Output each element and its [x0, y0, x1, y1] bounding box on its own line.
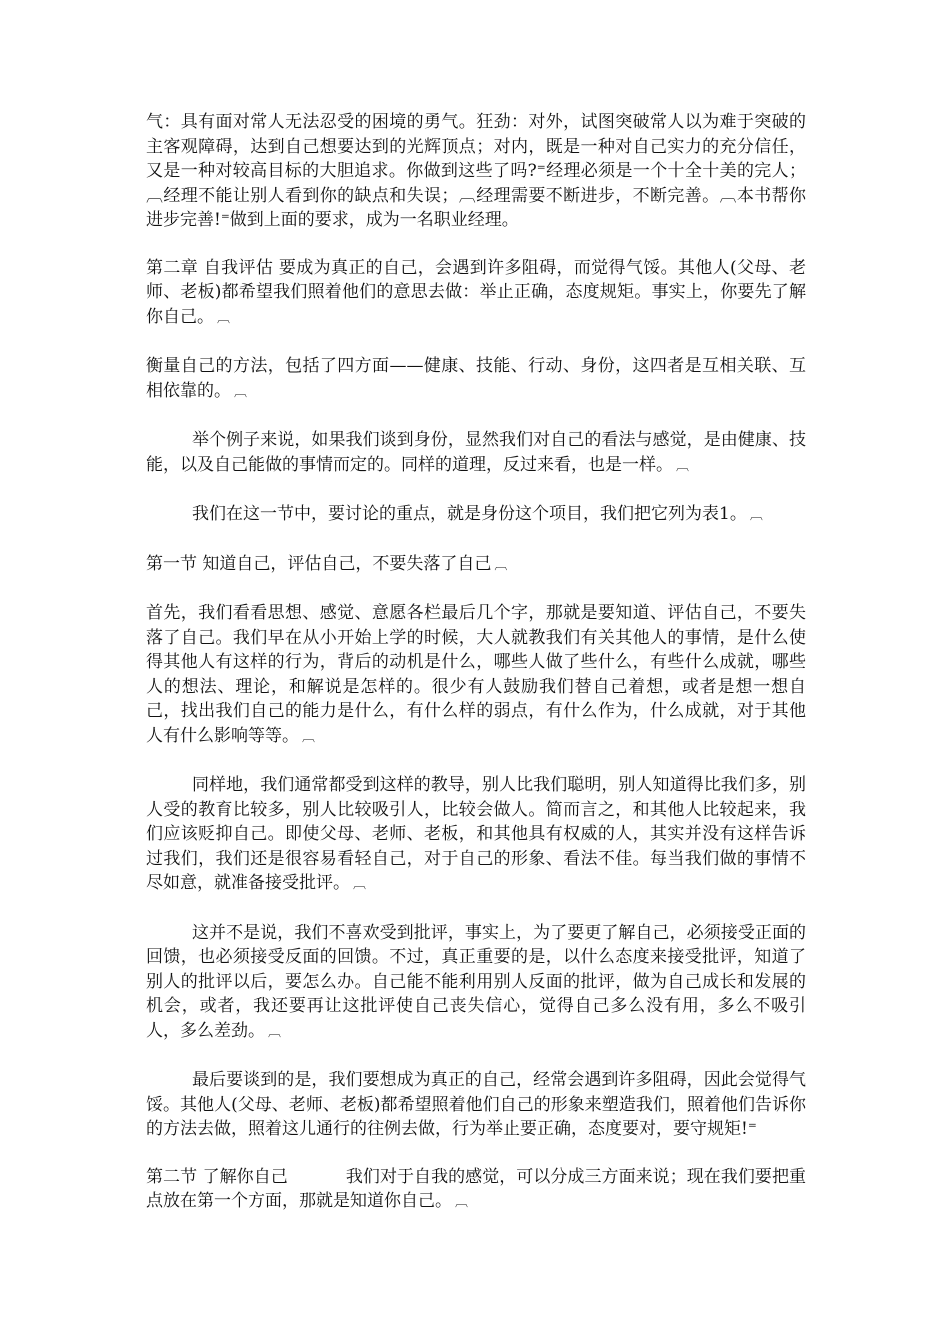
section-1-heading: 第一节 知道自己，评估自己，不要失落了自己 ︹ — [146, 553, 508, 574]
paragraph-mark: ︹ — [353, 877, 367, 892]
paragraph-chapter-2: 第二章 自我评估 要成为真正的自己，会遇到许多阻碍，而觉得气馁。其他人(父母、老师、老板)都希望我们照着他们的意思去做：举止正确，态度规矩。事实上，你要先了解你自己。 ︹ — [146, 257, 806, 327]
paragraph-measure: 衡量自己的方法，包括了四方面——健康、技能、行动、身份，这四者是互相关联、互相依靠的。 ︹ — [146, 356, 806, 401]
section-2-paragraph: 第二节 了解你自己 我们对于自我的感觉，可以分成三方面来说；现在我们要把重点放在第一个方面，那就是知道你自己。 ︹ — [146, 1166, 807, 1211]
paragraph-table-ref: 我们在这一节中，要讨论的重点，就是身份这个项目，我们把它列为表1。 ︹ — [192, 504, 763, 524]
paragraph-mark: ︹ — [234, 384, 248, 400]
paragraph-first: 首先，我们看看思想、感觉、意愿各栏最后几个字，那就是要知道、评估自己，不要失落了自己。我们早在从小开始上学的时候，大人就教我们有关其他人的事情，是什么使得其他人有这样的行为，背后的动机是什么，哪些人做了些什么，有些什么成就，哪些人的想法、理论，和解说是怎样的。很少有人鼓励我们替自己着想，或者是想一想自己，找出我们自己的能力是什么，有什么样的弱点，有什么作为，什么成就，对于其他人有什么影响等等。 ︹ — [146, 603, 806, 746]
paragraph-intro: 气：具有面对常人无法忍受的困境的勇气。狂劲：对外，试图突破常人以为难于突破的主客观障碍，达到自己想要达到的光辉顶点；对内，既是一种对自己实力的充分信任，又是一种对较高目标的大胆追求。你做到这些了吗?⁼经理必须是一个十全十美的完人；︹经理不能让别人看到你的缺点和失误；︹经理需要不断进步，不断完善。︹本书帮你进步完善!⁼做到上面的要求，成为一名职业经理。 — [146, 112, 806, 230]
paragraph-criticism: 这并不是说，我们不喜欢受到批评，事实上，为了要更了解自己，必须接受正面的回馈，也必须接受反面的回馈。不过，真正重要的是，以什么态度来接受批评，知道了别人的批评以后，要怎么办。自己能不能利用别人反面的批评，做为自己成长和发展的机会，或者，我还要再让这批评使自己丧失信心，觉得自己多么没有用，多么不吸引人，多么差劲。 ︹ — [146, 922, 806, 1041]
section-2-heading: 第二节 了解你自己 — [146, 1166, 288, 1187]
paragraph-mark: ︹ — [302, 729, 316, 745]
paragraph-mark: ︹ — [749, 508, 763, 523]
paragraph-example: 举个例子来说，如果我们谈到身份，显然我们对自己的看法与感觉，是由健康、技能，以及自己能做的事情而定的。同样的道理，反过来看，也是一样。 ︹ — [146, 430, 806, 475]
paragraph-finally: 最后要谈到的是，我们要想成为真正的自己，经常会遇到许多阻碍，因此会觉得气馁。其他人(父母、老师、老板)都希望照着他们自己的形象来塑造我们，照着他们告诉你的方法去做，照着这儿通行的往例去做，行为举止要正确，态度要对，要守规矩!⁼ — [146, 1070, 806, 1139]
paragraph-similarly: 同样地，我们通常都受到这样的教导，别人比我们聪明，别人知道得比我们多，别人受的教育比较多，别人比较吸引人，比较会做人。简而言之，和其他人比较起来，我们应该贬抑自己。即使父母、老师、老板，和其他具有权威的人，其实并没有这样告诉过我们，我们还是很容易看轻自己，对于自己的形象、看法不佳。每当我们做的事情不尽如意，就准备接受批评。 ︹ — [146, 775, 806, 893]
document-page — [146, 110, 806, 1239]
paragraph-mark: ︹ — [455, 1195, 469, 1210]
paragraph-mark: ︹ — [217, 310, 231, 326]
paragraph-mark: ︹ — [676, 458, 690, 474]
paragraph-mark: ︹ — [494, 557, 508, 573]
paragraph-mark: ︹ — [268, 1024, 282, 1040]
